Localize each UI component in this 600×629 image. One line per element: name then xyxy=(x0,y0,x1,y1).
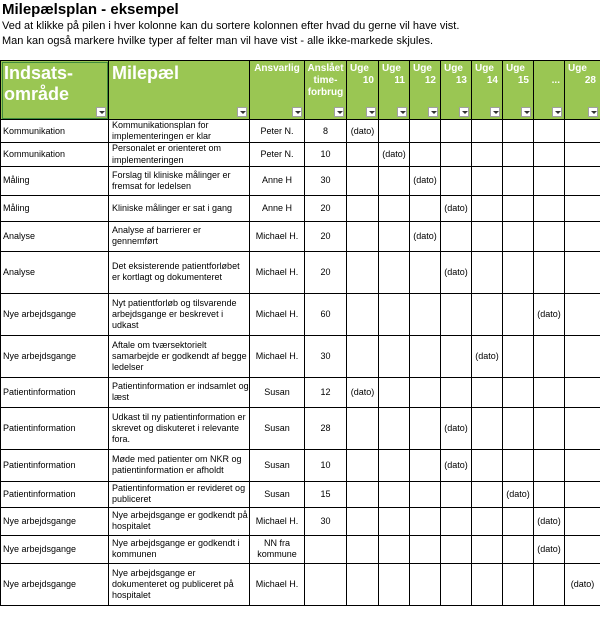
column-header-week[interactable] xyxy=(472,61,503,120)
cell-week[interactable] xyxy=(534,221,565,251)
table-row xyxy=(1,407,600,449)
cell-week[interactable] xyxy=(472,120,503,143)
cell-week[interactable] xyxy=(379,335,410,377)
column-header-area-label: Indsats-område xyxy=(4,63,74,104)
cell-area[interactable]: Måling xyxy=(1,166,109,195)
cell-week[interactable] xyxy=(410,251,441,293)
column-header-responsible-label: Ansvarlig xyxy=(254,63,300,74)
cell-milestone[interactable]: Det eksisterende patientforløbet er kortlagt og dokumenteret xyxy=(109,251,250,293)
cell-week[interactable] xyxy=(503,293,534,335)
cell-week[interactable] xyxy=(534,563,565,605)
filter-dropdown-icon[interactable] xyxy=(459,107,469,117)
cell-time-estimate[interactable]: 15 xyxy=(305,481,347,507)
column-header-week[interactable] xyxy=(441,61,472,120)
cell-week[interactable] xyxy=(503,335,534,377)
cell-week[interactable] xyxy=(441,535,472,563)
cell-time-estimate[interactable]: 30 xyxy=(305,166,347,195)
cell-week[interactable] xyxy=(565,221,600,251)
cell-week[interactable] xyxy=(441,377,472,407)
cell-week[interactable]: (dato) xyxy=(534,535,565,563)
filter-dropdown-icon[interactable] xyxy=(366,107,376,117)
cell-time-estimate[interactable]: 10 xyxy=(305,449,347,481)
table-row xyxy=(1,481,600,507)
cell-milestone[interactable]: Patientinformation er revideret og publiceret xyxy=(109,481,250,507)
cell-week[interactable] xyxy=(503,251,534,293)
cell-week[interactable] xyxy=(347,449,379,481)
table-row xyxy=(1,293,600,335)
cell-week[interactable] xyxy=(410,507,441,535)
cell-milestone[interactable]: Personalet er orienteret om implementeringen xyxy=(109,143,250,166)
cell-time-estimate[interactable]: 28 xyxy=(305,407,347,449)
column-header-week[interactable] xyxy=(503,61,534,120)
week-number: ... xyxy=(551,75,560,86)
table-row xyxy=(1,195,600,221)
cell-week[interactable] xyxy=(534,251,565,293)
cell-responsible[interactable]: Susan xyxy=(250,377,305,407)
cell-milestone[interactable]: Kliniske målinger er sat i gang xyxy=(109,195,250,221)
cell-milestone[interactable]: Forslag til kliniske målinger er fremsat for ledelsen xyxy=(109,166,250,195)
table-row xyxy=(1,535,600,563)
week-number: 11 xyxy=(394,75,405,86)
cell-week[interactable] xyxy=(379,535,410,563)
cell-week[interactable] xyxy=(472,251,503,293)
column-header-milestone-label: Milepæl xyxy=(112,63,180,83)
week-number: 12 xyxy=(424,75,436,86)
cell-week[interactable] xyxy=(379,195,410,221)
cell-week[interactable] xyxy=(379,221,410,251)
cell-week[interactable] xyxy=(503,449,534,481)
cell-week[interactable] xyxy=(503,507,534,535)
cell-week[interactable] xyxy=(565,293,600,335)
page-title: Milepælsplan - eksempel xyxy=(2,1,179,18)
cell-week[interactable] xyxy=(379,563,410,605)
cell-week[interactable] xyxy=(379,377,410,407)
cell-milestone[interactable]: Nye arbejdsgange er godkendt i kommunen xyxy=(109,535,250,563)
table-row xyxy=(1,166,600,195)
cell-week[interactable] xyxy=(441,481,472,507)
cell-week[interactable] xyxy=(472,535,503,563)
cell-week[interactable] xyxy=(472,293,503,335)
cell-week[interactable] xyxy=(410,293,441,335)
cell-week[interactable]: (dato) xyxy=(441,449,472,481)
cell-week[interactable] xyxy=(503,535,534,563)
week-prefix: Uge xyxy=(444,63,463,74)
cell-area[interactable]: Nye arbejdsgange xyxy=(1,507,109,535)
column-header-time-estimate-label: Anslået time-forbrug xyxy=(307,63,344,98)
cell-week[interactable] xyxy=(534,481,565,507)
cell-week[interactable] xyxy=(410,535,441,563)
cell-week[interactable] xyxy=(565,535,600,563)
cell-area[interactable]: Kommunikation xyxy=(1,120,109,143)
cell-responsible[interactable]: NN fra kommune xyxy=(250,535,305,563)
cell-responsible[interactable]: Michael H. xyxy=(250,251,305,293)
cell-responsible[interactable]: Peter N. xyxy=(250,143,305,166)
cell-responsible[interactable]: Michael H. xyxy=(250,563,305,605)
cell-time-estimate[interactable]: 12 xyxy=(305,377,347,407)
table-row xyxy=(1,143,600,166)
filter-dropdown-icon[interactable] xyxy=(490,107,500,117)
cell-time-estimate[interactable] xyxy=(305,535,347,563)
cell-week[interactable] xyxy=(472,563,503,605)
cell-week[interactable] xyxy=(565,335,600,377)
cell-week[interactable] xyxy=(347,535,379,563)
column-header-time-estimate[interactable] xyxy=(305,61,347,120)
cell-milestone[interactable]: Kommunikationsplan for implementeringen er klar xyxy=(109,120,250,143)
column-header-milestone[interactable] xyxy=(109,61,250,120)
cell-week[interactable] xyxy=(534,120,565,143)
cell-week[interactable] xyxy=(379,251,410,293)
column-header-week[interactable] xyxy=(410,61,441,120)
cell-week[interactable] xyxy=(565,507,600,535)
cell-week[interactable] xyxy=(472,195,503,221)
intro-line-2: Man kan også markere hvilke typer af felter man vil have vist - alle ikke-markede skjules. xyxy=(2,35,434,47)
week-number: 14 xyxy=(486,75,498,86)
cell-area[interactable]: Nye arbejdsgange xyxy=(1,293,109,335)
cell-area[interactable]: Nye arbejdsgange xyxy=(1,335,109,377)
cell-week[interactable] xyxy=(503,377,534,407)
cell-week[interactable] xyxy=(565,120,600,143)
cell-milestone[interactable]: Nyt patientforløb og tilsvarende arbejdsgange er beskrevet i udkast xyxy=(109,293,250,335)
cell-week[interactable] xyxy=(441,335,472,377)
week-number: 13 xyxy=(455,75,467,86)
table-row xyxy=(1,507,600,535)
cell-week[interactable] xyxy=(410,481,441,507)
cell-week[interactable]: (dato) xyxy=(565,563,600,605)
cell-week[interactable] xyxy=(347,251,379,293)
cell-milestone[interactable]: Møde med patienter om NKR og patientinformation er afholdt xyxy=(109,449,250,481)
week-number: 28 xyxy=(584,75,596,86)
table-row xyxy=(1,221,600,251)
cell-week[interactable] xyxy=(472,507,503,535)
cell-week[interactable] xyxy=(472,166,503,195)
cell-week[interactable] xyxy=(472,407,503,449)
cell-responsible[interactable]: Susan xyxy=(250,407,305,449)
week-prefix: Uge xyxy=(568,63,587,74)
cell-week[interactable] xyxy=(347,507,379,535)
filter-dropdown-icon[interactable] xyxy=(334,107,344,117)
cell-week[interactable] xyxy=(347,563,379,605)
cell-week[interactable] xyxy=(379,407,410,449)
cell-week[interactable] xyxy=(441,166,472,195)
cell-week[interactable] xyxy=(472,143,503,166)
cell-area[interactable]: Patientinformation xyxy=(1,481,109,507)
cell-responsible[interactable]: Susan xyxy=(250,449,305,481)
column-header-week[interactable] xyxy=(565,61,600,120)
table-row xyxy=(1,449,600,481)
week-number: 15 xyxy=(517,75,529,86)
filter-dropdown-icon[interactable] xyxy=(521,107,531,117)
cell-area[interactable]: Patientinformation xyxy=(1,377,109,407)
cell-week[interactable] xyxy=(565,166,600,195)
cell-week[interactable] xyxy=(347,293,379,335)
cell-time-estimate[interactable]: 30 xyxy=(305,335,347,377)
cell-area[interactable]: Analyse xyxy=(1,221,109,251)
cell-week[interactable]: (dato) xyxy=(410,166,441,195)
cell-week[interactable] xyxy=(441,293,472,335)
week-prefix: Uge xyxy=(382,63,401,74)
cell-week[interactable] xyxy=(379,293,410,335)
cell-week[interactable] xyxy=(410,449,441,481)
cell-week[interactable]: (dato) xyxy=(534,293,565,335)
cell-week[interactable] xyxy=(534,449,565,481)
cell-week[interactable] xyxy=(503,563,534,605)
cell-milestone[interactable]: Nye arbejdsgange er dokumenteret og publiceret på hospitalet xyxy=(109,563,250,605)
cell-milestone[interactable]: Patientinformation er indsamlet og læst xyxy=(109,377,250,407)
cell-week[interactable] xyxy=(534,407,565,449)
cell-responsible[interactable]: Michael H. xyxy=(250,293,305,335)
filter-dropdown-icon[interactable] xyxy=(292,107,302,117)
column-header-week-ellipsis[interactable] xyxy=(534,61,565,120)
cell-week[interactable]: (dato) xyxy=(347,377,379,407)
filter-dropdown-icon[interactable] xyxy=(428,107,438,117)
cell-week[interactable] xyxy=(534,166,565,195)
cell-week[interactable] xyxy=(410,120,441,143)
cell-week[interactable] xyxy=(441,120,472,143)
cell-week[interactable] xyxy=(472,221,503,251)
cell-area[interactable]: Nye arbejdsgange xyxy=(1,535,109,563)
week-prefix: Uge xyxy=(413,63,432,74)
cell-milestone[interactable]: Nye arbejdsgange er godkendt på hospitalet xyxy=(109,507,250,535)
cell-milestone[interactable]: Analyse af barrierer er gennemført xyxy=(109,221,250,251)
cell-week[interactable] xyxy=(347,407,379,449)
column-header-area[interactable] xyxy=(1,61,109,120)
cell-time-estimate[interactable] xyxy=(305,563,347,605)
cell-week[interactable]: (dato) xyxy=(441,195,472,221)
week-prefix: Uge xyxy=(350,63,369,74)
cell-week[interactable] xyxy=(503,407,534,449)
table-row xyxy=(1,377,600,407)
cell-week[interactable] xyxy=(347,221,379,251)
week-prefix: Uge xyxy=(475,63,494,74)
cell-week[interactable] xyxy=(347,166,379,195)
filter-dropdown-icon[interactable] xyxy=(237,107,247,117)
cell-week[interactable] xyxy=(441,221,472,251)
filter-dropdown-icon[interactable] xyxy=(96,107,106,117)
filter-dropdown-icon[interactable] xyxy=(588,107,598,117)
cell-time-estimate[interactable]: 60 xyxy=(305,293,347,335)
cell-week[interactable] xyxy=(534,195,565,221)
milestone-table xyxy=(0,60,600,606)
column-header-responsible[interactable] xyxy=(250,61,305,120)
cell-week[interactable] xyxy=(565,377,600,407)
cell-time-estimate[interactable]: 20 xyxy=(305,221,347,251)
cell-week[interactable]: (dato) xyxy=(503,481,534,507)
cell-week[interactable] xyxy=(441,563,472,605)
cell-week[interactable]: (dato) xyxy=(410,221,441,251)
cell-week[interactable] xyxy=(379,449,410,481)
cell-responsible[interactable]: Michael H. xyxy=(250,221,305,251)
cell-week[interactable] xyxy=(347,195,379,221)
cell-responsible[interactable]: Michael H. xyxy=(250,507,305,535)
cell-week[interactable] xyxy=(347,143,379,166)
cell-week[interactable] xyxy=(410,143,441,166)
cell-week[interactable]: (dato) xyxy=(379,143,410,166)
cell-time-estimate[interactable]: 30 xyxy=(305,507,347,535)
week-prefix: Uge xyxy=(506,63,525,74)
cell-week[interactable] xyxy=(379,120,410,143)
cell-area[interactable]: Patientinformation xyxy=(1,449,109,481)
header-row xyxy=(1,61,600,120)
cell-week[interactable] xyxy=(410,195,441,221)
cell-week[interactable]: (dato) xyxy=(441,251,472,293)
cell-week[interactable] xyxy=(565,407,600,449)
week-number: 10 xyxy=(362,75,374,86)
cell-responsible[interactable]: Peter N. xyxy=(250,120,305,143)
cell-time-estimate[interactable]: 10 xyxy=(305,143,347,166)
cell-week[interactable] xyxy=(565,195,600,221)
cell-week[interactable] xyxy=(503,195,534,221)
cell-milestone[interactable]: Udkast til ny patientinformation er skrevet og diskuteret i relevante fora. xyxy=(109,407,250,449)
table-row xyxy=(1,563,600,605)
cell-week[interactable] xyxy=(565,143,600,166)
sort-filter-icon[interactable] xyxy=(552,107,562,117)
cell-week[interactable] xyxy=(410,407,441,449)
cell-area[interactable]: Analyse xyxy=(1,251,109,293)
column-header-week[interactable] xyxy=(379,61,410,120)
cell-responsible[interactable]: Anne H xyxy=(250,166,305,195)
cell-week[interactable] xyxy=(379,481,410,507)
table-row xyxy=(1,335,600,377)
intro-text xyxy=(2,19,459,49)
cell-week[interactable]: (dato) xyxy=(472,335,503,377)
cell-week[interactable] xyxy=(472,481,503,507)
cell-time-estimate[interactable]: 20 xyxy=(305,195,347,221)
filter-dropdown-icon[interactable] xyxy=(397,107,407,117)
cell-area[interactable]: Måling xyxy=(1,195,109,221)
table-row xyxy=(1,120,600,143)
cell-week[interactable] xyxy=(347,335,379,377)
cell-week[interactable]: (dato) xyxy=(534,507,565,535)
cell-week[interactable]: (dato) xyxy=(347,120,379,143)
cell-week[interactable] xyxy=(472,449,503,481)
cell-week[interactable] xyxy=(503,143,534,166)
cell-week[interactable] xyxy=(503,166,534,195)
cell-week[interactable] xyxy=(534,335,565,377)
cell-week[interactable] xyxy=(534,377,565,407)
cell-week[interactable] xyxy=(410,563,441,605)
cell-area[interactable]: Patientinformation xyxy=(1,407,109,449)
cell-week[interactable] xyxy=(503,221,534,251)
cell-week[interactable] xyxy=(565,449,600,481)
cell-responsible[interactable]: Michael H. xyxy=(250,335,305,377)
cell-milestone[interactable]: Aftale om tværsektorielt samarbejde er godkendt af begge ledelser xyxy=(109,335,250,377)
cell-week[interactable] xyxy=(441,143,472,166)
cell-responsible[interactable]: Anne H xyxy=(250,195,305,221)
table-row xyxy=(1,251,600,293)
column-header-week[interactable] xyxy=(347,61,379,120)
cell-week[interactable] xyxy=(379,166,410,195)
cell-area[interactable]: Kommunikation xyxy=(1,143,109,166)
cell-week[interactable] xyxy=(503,120,534,143)
cell-week[interactable] xyxy=(472,377,503,407)
cell-week[interactable] xyxy=(410,335,441,377)
cell-time-estimate[interactable]: 8 xyxy=(305,120,347,143)
cell-week[interactable] xyxy=(441,507,472,535)
cell-week[interactable] xyxy=(410,377,441,407)
cell-week[interactable] xyxy=(379,507,410,535)
cell-week[interactable] xyxy=(565,251,600,293)
cell-week[interactable] xyxy=(347,481,379,507)
cell-responsible[interactable]: Susan xyxy=(250,481,305,507)
intro-line-1: Ved at klikke på pilen i hver kolonne kan du sortere kolonnen efter hvad du gerne vil have vist. xyxy=(2,20,460,32)
cell-week[interactable] xyxy=(565,481,600,507)
cell-time-estimate[interactable]: 20 xyxy=(305,251,347,293)
cell-area[interactable]: Nye arbejdsgange xyxy=(1,563,109,605)
cell-week[interactable] xyxy=(534,143,565,166)
cell-week[interactable]: (dato) xyxy=(441,407,472,449)
